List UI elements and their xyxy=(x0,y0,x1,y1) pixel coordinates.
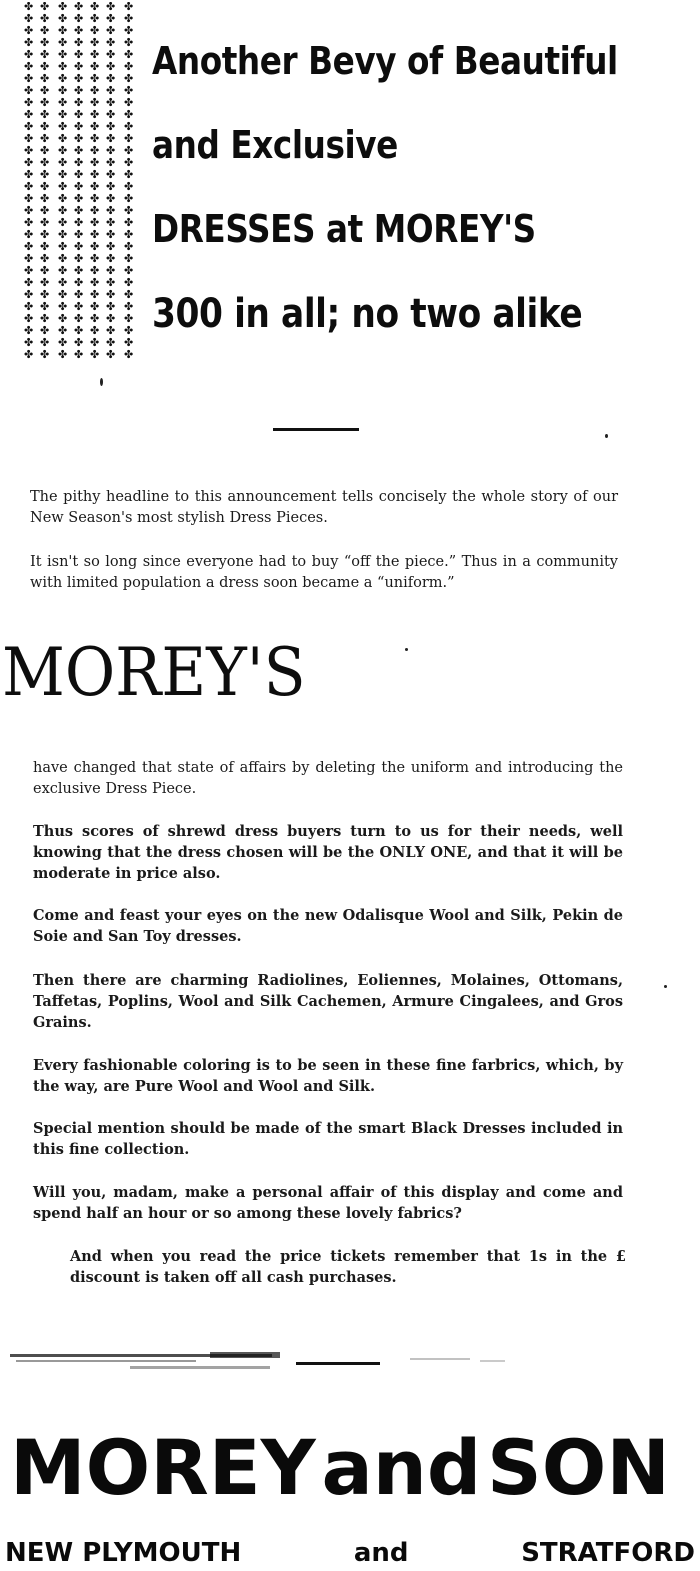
star-ornament: ✤ xyxy=(124,228,134,241)
star-ornament: ✤ xyxy=(40,96,50,109)
star-ornament: ✤ xyxy=(24,120,34,133)
star-ornament: ✤ xyxy=(124,300,134,313)
star-ornament: ✤ xyxy=(90,36,100,49)
star-ornament: ✤ xyxy=(90,168,100,181)
print-speckle xyxy=(410,1348,510,1378)
star-ornament: ✤ xyxy=(58,144,68,157)
star-ornament: ✤ xyxy=(40,240,50,253)
star-ornament: ✤ xyxy=(90,108,100,121)
star-ornament: ✤ xyxy=(74,180,84,193)
star-ornament: ✤ xyxy=(58,108,68,121)
star-ornament: ✤ xyxy=(90,84,100,97)
location-new-plymouth: NEW PLYMOUTH xyxy=(5,1538,242,1568)
star-ornament: ✤ xyxy=(24,36,34,49)
star-ornament: ✤ xyxy=(74,72,84,85)
star-ornament: ✤ xyxy=(24,96,34,109)
star-ornament: ✤ xyxy=(24,300,34,313)
star-ornament: ✤ xyxy=(58,276,68,289)
brand-name xyxy=(10,1423,670,1512)
star-ornament: ✤ xyxy=(40,84,50,97)
star-ornament: ✤ xyxy=(74,192,84,205)
star-ornament: ✤ xyxy=(106,300,116,313)
section-divider xyxy=(273,428,359,431)
star-ornament: ✤ xyxy=(74,24,84,37)
star-ornament: ✤ xyxy=(74,168,84,181)
star-ornament: ✤ xyxy=(124,24,134,37)
footer-divider xyxy=(296,1362,380,1365)
star-ornament: ✤ xyxy=(58,84,68,97)
star-ornament: ✤ xyxy=(90,12,100,25)
star-ornament: ✤ xyxy=(40,228,50,241)
star-ornament: ✤ xyxy=(40,300,50,313)
star-ornament: ✤ xyxy=(106,348,116,361)
intro-paragraph-1: The pithy headline to this announcement tells concisely the whole story of our New Season's most stylish Dress Pieces. xyxy=(30,489,618,526)
star-ornament: ✤ xyxy=(74,240,84,253)
star-ornament: ✤ xyxy=(90,192,100,205)
star-ornament: ✤ xyxy=(90,252,100,265)
star-ornament: ✤ xyxy=(24,72,34,85)
star-ornament: ✤ xyxy=(74,264,84,277)
star-ornament: ✤ xyxy=(24,288,34,301)
location-and: and xyxy=(353,1538,409,1568)
star-ornament: ✤ xyxy=(106,324,116,337)
brand-word-and: and xyxy=(321,1423,482,1512)
location-stratford: STRATFORD xyxy=(521,1538,695,1568)
body-paragraph-2: Thus scores of shrewd dress buyers turn to us for their needs, well knowing that the dress chosen will be the ONLY ONE, and that it will be moderate in price also. xyxy=(33,823,623,882)
print-smudge xyxy=(10,1348,280,1378)
star-ornament: ✤ xyxy=(40,2,50,13)
star-ornament: ✤ xyxy=(90,348,100,361)
star-ornament: ✤ xyxy=(106,168,116,181)
star-ornament: ✤ xyxy=(58,120,68,133)
star-ornament: ✤ xyxy=(40,120,50,133)
star-ornament: ✤ xyxy=(90,60,100,73)
star-ornament: ✤ xyxy=(124,264,134,277)
star-ornament: ✤ xyxy=(106,2,116,13)
star-ornament: ✤ xyxy=(24,156,34,169)
star-ornament: ✤ xyxy=(90,324,100,337)
star-ornament: ✤ xyxy=(74,96,84,109)
star-ornament: ✤ xyxy=(40,60,50,73)
star-ornament: ✤ xyxy=(40,72,50,85)
star-ornament: ✤ xyxy=(124,276,134,289)
headline-line-1: Another Bevy of Beautiful xyxy=(152,39,618,83)
star-ornament: ✤ xyxy=(124,84,134,97)
star-ornament: ✤ xyxy=(106,288,116,301)
star-ornament: ✤ xyxy=(124,192,134,205)
star-ornament: ✤ xyxy=(24,324,34,337)
star-ornament: ✤ xyxy=(40,180,50,193)
star-ornament: ✤ xyxy=(124,312,134,325)
star-ornament: ✤ xyxy=(74,144,84,157)
star-ornament: ✤ xyxy=(106,12,116,25)
star-ornament: ✤ xyxy=(40,324,50,337)
star-ornament: ✤ xyxy=(24,252,34,265)
star-ornament: ✤ xyxy=(124,12,134,25)
star-ornament: ✤ xyxy=(124,252,134,265)
star-ornament: ✤ xyxy=(40,108,50,121)
star-ornament: ✤ xyxy=(58,264,68,277)
star-ornament: ✤ xyxy=(124,336,134,349)
star-ornament: ✤ xyxy=(106,252,116,265)
star-ornament: ✤ xyxy=(124,48,134,61)
star-ornament: ✤ xyxy=(58,60,68,73)
star-ornament: ✤ xyxy=(124,36,134,49)
headline-line-4: 300 in all; no two alike xyxy=(152,291,583,337)
star-ornament: ✤ xyxy=(40,144,50,157)
star-ornament: ✤ xyxy=(106,24,116,37)
star-ornament: ✤ xyxy=(40,192,50,205)
star-ornament: ✤ xyxy=(74,2,84,13)
star-ornament: ✤ xyxy=(24,60,34,73)
body-paragraph-7: Will you, madam, make a personal affair of this display and come and spend half an hour or so among these lovely fabrics? xyxy=(33,1184,623,1222)
star-ornament: ✤ xyxy=(124,72,134,85)
star-ornament: ✤ xyxy=(106,216,116,229)
star-ornament: ✤ xyxy=(90,312,100,325)
star-ornament: ✤ xyxy=(124,216,134,229)
star-ornament: ✤ xyxy=(106,264,116,277)
body-paragraph-8: And when you read the price tickets remember that 1s in the £ discount is taken off all cash purchases. xyxy=(70,1248,626,1286)
star-ornament: ✤ xyxy=(58,204,68,217)
star-ornament: ✤ xyxy=(58,348,68,361)
star-ornament: ✤ xyxy=(106,192,116,205)
star-ornament: ✤ xyxy=(58,180,68,193)
brand-word-son: SON xyxy=(487,1423,670,1512)
star-ornament: ✤ xyxy=(74,216,84,229)
star-ornament: ✤ xyxy=(90,216,100,229)
star-ornament: ✤ xyxy=(124,2,134,13)
star-ornament: ✤ xyxy=(74,36,84,49)
star-ornament: ✤ xyxy=(90,2,100,13)
star-ornament: ✤ xyxy=(106,108,116,121)
star-ornament: ✤ xyxy=(106,72,116,85)
star-ornament: ✤ xyxy=(124,324,134,337)
star-ornament: ✤ xyxy=(124,204,134,217)
star-ornament: ✤ xyxy=(40,264,50,277)
star-ornament: ✤ xyxy=(74,336,84,349)
star-ornament: ✤ xyxy=(90,96,100,109)
star-ornament: ✤ xyxy=(106,156,116,169)
star-ornament: ✤ xyxy=(58,24,68,37)
star-ornament: ✤ xyxy=(24,276,34,289)
star-ornament: ✤ xyxy=(106,36,116,49)
print-speck xyxy=(664,985,667,988)
star-ornament: ✤ xyxy=(24,192,34,205)
star-ornament: ✤ xyxy=(124,120,134,133)
star-ornament: ✤ xyxy=(40,288,50,301)
star-ornament: ✤ xyxy=(24,12,34,25)
star-ornament: ✤ xyxy=(24,84,34,97)
star-ornament: ✤ xyxy=(58,168,68,181)
star-ornament: ✤ xyxy=(74,252,84,265)
star-ornament: ✤ xyxy=(74,84,84,97)
star-ornament: ✤ xyxy=(124,108,134,121)
star-ornament: ✤ xyxy=(24,108,34,121)
star-ornament: ✤ xyxy=(74,120,84,133)
star-ornament: ✤ xyxy=(74,108,84,121)
intro-paragraph-2: It isn't so long since everyone had to buy “off the piece.” Thus in a community with limited population a dress soon became a “uniform.” xyxy=(30,554,618,591)
star-ornament: ✤ xyxy=(58,300,68,313)
star-ornament: ✤ xyxy=(74,228,84,241)
star-ornament: ✤ xyxy=(74,156,84,169)
star-ornament: ✤ xyxy=(90,24,100,37)
star-ornament: ✤ xyxy=(90,204,100,217)
star-ornament: ✤ xyxy=(90,132,100,145)
star-ornament: ✤ xyxy=(24,240,34,253)
brand-word-morey: MOREY xyxy=(10,1423,316,1512)
star-ornament: ✤ xyxy=(58,132,68,145)
star-ornament: ✤ xyxy=(40,312,50,325)
star-ornament: ✤ xyxy=(58,240,68,253)
star-ornament: ✤ xyxy=(90,276,100,289)
star-ornament: ✤ xyxy=(106,144,116,157)
star-ornament: ✤ xyxy=(74,12,84,25)
body-paragraph-6: Special mention should be made of the smart Black Dresses included in this fine collection. xyxy=(33,1120,623,1158)
star-ornament: ✤ xyxy=(124,132,134,145)
star-ornament: ✤ xyxy=(24,312,34,325)
star-ornament: ✤ xyxy=(74,132,84,145)
star-ornament: ✤ xyxy=(90,228,100,241)
star-ornament: ✤ xyxy=(24,168,34,181)
star-ornament: ✤ xyxy=(124,240,134,253)
star-ornament: ✤ xyxy=(40,24,50,37)
star-ornament: ✤ xyxy=(40,156,50,169)
star-ornament: ✤ xyxy=(124,168,134,181)
star-ornament: ✤ xyxy=(58,48,68,61)
star-ornament: ✤ xyxy=(58,252,68,265)
star-ornament: ✤ xyxy=(106,180,116,193)
star-ornament: ✤ xyxy=(40,48,50,61)
star-ornament: ✤ xyxy=(124,156,134,169)
star-ornament: ✤ xyxy=(124,60,134,73)
star-ornament: ✤ xyxy=(40,168,50,181)
star-ornament: ✤ xyxy=(24,144,34,157)
star-ornament: ✤ xyxy=(24,48,34,61)
star-ornament: ✤ xyxy=(58,228,68,241)
star-ornament: ✤ xyxy=(58,36,68,49)
star-ornament: ✤ xyxy=(24,132,34,145)
star-ornament: ✤ xyxy=(40,348,50,361)
star-ornament: ✤ xyxy=(58,72,68,85)
star-ornament: ✤ xyxy=(24,204,34,217)
star-ornament: ✤ xyxy=(106,228,116,241)
star-ornament: ✤ xyxy=(40,252,50,265)
star-ornament: ✤ xyxy=(58,312,68,325)
star-ornament: ✤ xyxy=(106,48,116,61)
star-ornament: ✤ xyxy=(106,240,116,253)
star-ornament: ✤ xyxy=(90,180,100,193)
headline-line-3: DRESSES at MOREY'S xyxy=(152,207,536,251)
star-ornament: ✤ xyxy=(58,192,68,205)
star-ornament: ✤ xyxy=(58,156,68,169)
body-paragraph-5: Every fashionable coloring is to be seen in these fine farbrics, which, by the way, are Pure Wool and Wool and Silk. xyxy=(33,1057,623,1095)
star-ornament: ✤ xyxy=(90,120,100,133)
star-ornament: ✤ xyxy=(124,288,134,301)
star-ornament: ✤ xyxy=(90,72,100,85)
star-ornament: ✤ xyxy=(90,144,100,157)
headline-line-2: and Exclusive xyxy=(152,123,398,167)
star-ornament: ✤ xyxy=(106,120,116,133)
star-ornament: ✤ xyxy=(74,276,84,289)
star-ornament: ✤ xyxy=(90,336,100,349)
star-ornament: ✤ xyxy=(58,96,68,109)
star-ornament: ✤ xyxy=(90,240,100,253)
star-ornament: ✤ xyxy=(24,180,34,193)
star-ornament: ✤ xyxy=(74,204,84,217)
star-ornament: ✤ xyxy=(24,264,34,277)
star-ornament: ✤ xyxy=(106,276,116,289)
star-ornament: ✤ xyxy=(74,324,84,337)
star-ornament: ✤ xyxy=(106,84,116,97)
star-ornament: ✤ xyxy=(106,96,116,109)
star-ornament: ✤ xyxy=(40,204,50,217)
star-ornament: ✤ xyxy=(40,336,50,349)
star-ornament: ✤ xyxy=(74,48,84,61)
star-ornament: ✤ xyxy=(90,288,100,301)
store-locations xyxy=(5,1540,695,1566)
print-speck xyxy=(605,434,608,438)
star-ornament: ✤ xyxy=(74,300,84,313)
star-ornament: ✤ xyxy=(74,348,84,361)
star-ornament: ✤ xyxy=(24,216,34,229)
star-ornament: ✤ xyxy=(106,60,116,73)
star-ornament: ✤ xyxy=(90,48,100,61)
star-ornament: ✤ xyxy=(106,336,116,349)
star-ornament: ✤ xyxy=(106,204,116,217)
star-ornament: ✤ xyxy=(40,36,50,49)
star-ornament: ✤ xyxy=(58,336,68,349)
star-ornament: ✤ xyxy=(90,264,100,277)
print-speck xyxy=(100,378,103,386)
star-ornament: ✤ xyxy=(40,12,50,25)
star-border-ornament xyxy=(18,2,143,367)
star-ornament: ✤ xyxy=(40,216,50,229)
star-ornament: ✤ xyxy=(58,216,68,229)
star-ornament: ✤ xyxy=(24,2,34,13)
star-ornament: ✤ xyxy=(40,276,50,289)
star-ornament: ✤ xyxy=(58,324,68,337)
body-paragraph-1: have changed that state of affairs by deleting the uniform and introducing the exclusive Dress Piece. xyxy=(33,760,623,797)
star-ornament: ✤ xyxy=(74,60,84,73)
morey-title: MOREY'S xyxy=(2,634,306,711)
star-ornament: ✤ xyxy=(90,156,100,169)
star-ornament: ✤ xyxy=(58,288,68,301)
print-speck xyxy=(405,648,408,651)
star-ornament: ✤ xyxy=(106,312,116,325)
star-ornament: ✤ xyxy=(90,300,100,313)
star-ornament: ✤ xyxy=(24,348,34,361)
star-ornament: ✤ xyxy=(58,12,68,25)
star-ornament: ✤ xyxy=(74,312,84,325)
star-ornament: ✤ xyxy=(24,228,34,241)
star-ornament: ✤ xyxy=(24,336,34,349)
star-ornament: ✤ xyxy=(74,288,84,301)
body-paragraph-3: Come and feast your eyes on the new Odalisque Wool and Silk, Pekin de Soie and San Toy dresses. xyxy=(33,907,623,945)
star-ornament: ✤ xyxy=(124,96,134,109)
star-ornament: ✤ xyxy=(124,348,134,361)
star-ornament: ✤ xyxy=(106,132,116,145)
star-ornament: ✤ xyxy=(58,2,68,13)
star-ornament: ✤ xyxy=(40,132,50,145)
star-ornament: ✤ xyxy=(124,144,134,157)
star-ornament: ✤ xyxy=(124,180,134,193)
body-paragraph-4: Then there are charming Radiolines, Eoliennes, Molaines, Ottomans, Taffetas, Poplins, Wool and Silk Cachemen, Armure Cingalees, and Gros Grains. xyxy=(33,972,623,1031)
star-ornament: ✤ xyxy=(24,24,34,37)
